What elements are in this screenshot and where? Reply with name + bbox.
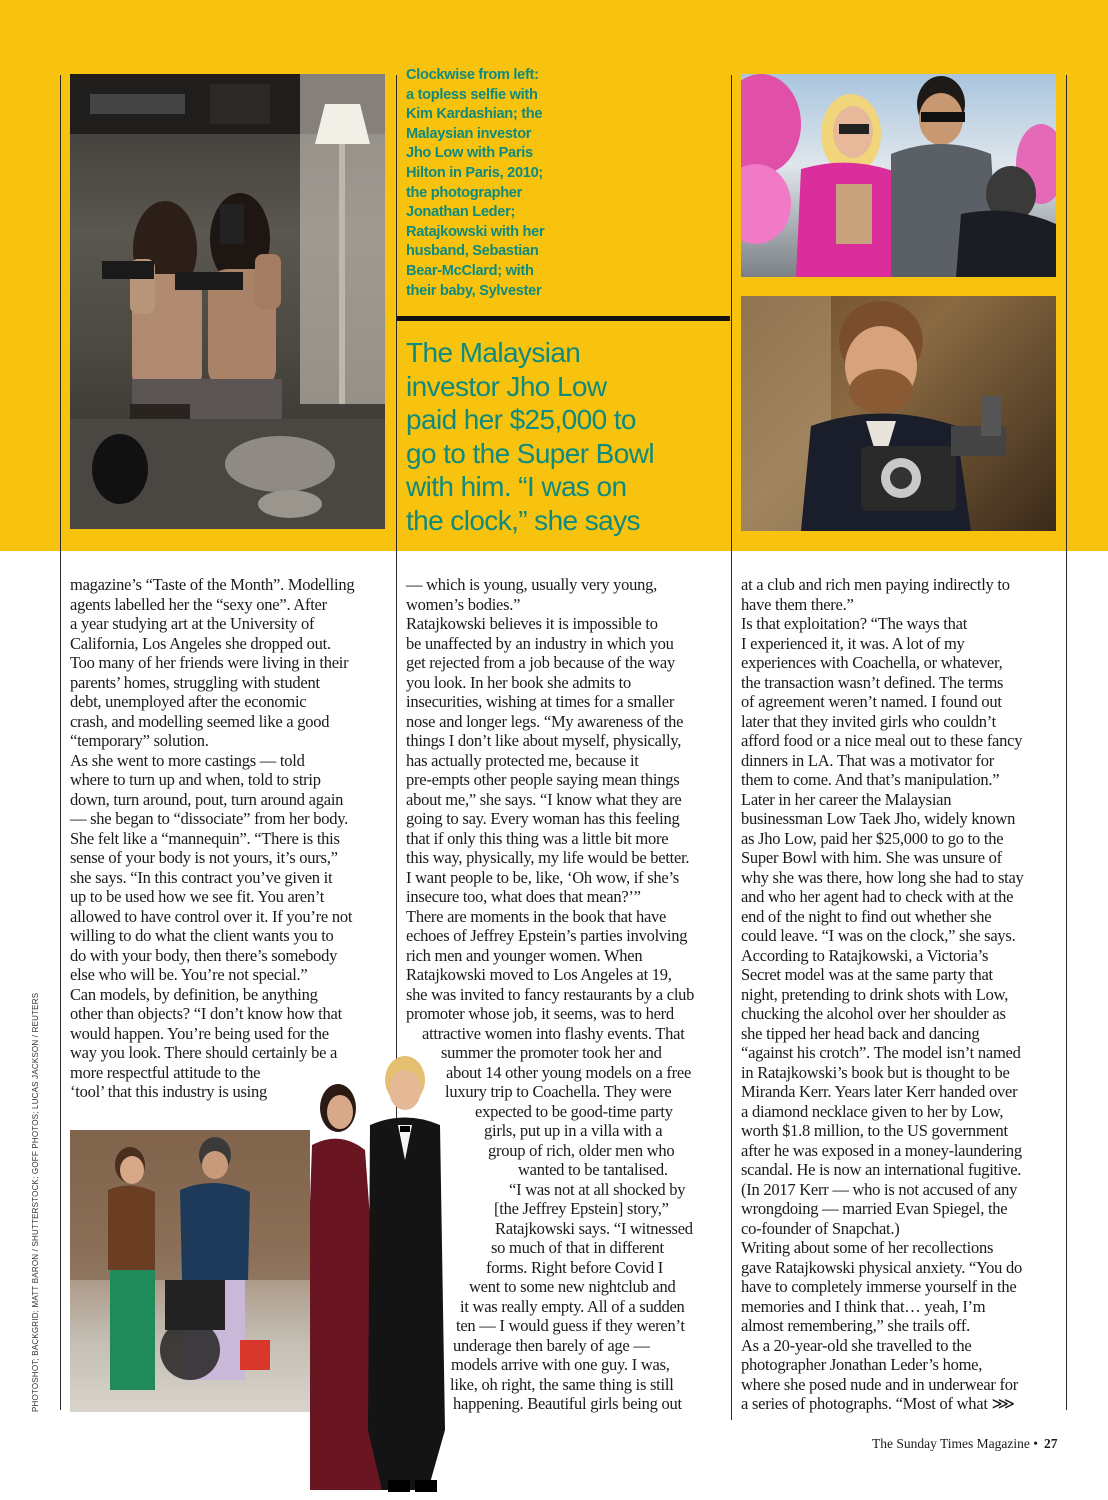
body-line: where to turn up and when, told to strip [70,770,321,789]
body-line: Later in her career the Malaysian [741,789,952,809]
caption-line: Kim Kardashian; the [406,106,543,123]
body-line: ten — I would guess if they weren’t [456,1316,685,1335]
body-line: She felt like a “mannequin”. “There is this [70,828,340,848]
body-line: where she posed nude and in underwear for [741,1374,1019,1394]
body-line: As a 20-year-old she travelled to the [741,1335,972,1355]
body-line: Too many of her friends were living in their [70,653,349,672]
body-line: I experienced it, it was. A lot of my [741,633,965,653]
body-line: wrongdoing — married Evan Spiegel, the [741,1199,1008,1218]
body-line: later that they invited girls who couldn’t [741,711,996,731]
body-line: and who her agent had to check with at the [741,887,1014,906]
body-line: have them there.” [741,594,854,614]
body-line: attractive women into flashy events. That [422,1023,685,1043]
body-line: has actually protected me, because it [406,750,639,770]
body-line: down, turn around, pout, turn around again [70,789,344,809]
body-line: rich men and younger women. When [406,945,643,965]
body-line: photographer Jonathan Leder’s home, [741,1355,983,1374]
body-line: night, pretending to drink shots with Low, [741,984,1009,1004]
body-line: this way, physically, my life would be better. [406,848,690,867]
body-line: — she began to “dissociate” from her body. [70,809,349,828]
body-line: went to some new nightclub and [469,1277,676,1296]
body-line: — which is young, usually very young, [406,575,658,594]
caption-line: Jonathan Leder; [406,204,516,221]
body-line: According to Ratajkowski, a Victoria’s [741,945,989,965]
body-line: about 14 other young models on a free [446,1062,692,1082]
body-line: ‘tool’ that this industry is using [70,1082,267,1101]
body-line: happening. Beautiful girls being out [453,1394,682,1413]
body-line: California, Los Angeles she dropped out. [70,633,331,653]
body-line: Ratajkowski says. “I witnessed [495,1218,693,1238]
body-line: about me,” she says. “I know what they are [406,789,682,809]
body-line: gave Ratajkowski physical anxiety. “You do [741,1257,1022,1277]
pull-quote-line: with him. “I was on [406,471,627,503]
body-line: have to completely immerse yourself in the [741,1277,1017,1296]
body-line: magazine’s “Taste of the Month”. Modelling [70,575,355,594]
body-line: would happen. You’re being used for the [70,1023,329,1043]
caption-line: husband, Sebastian [406,243,539,260]
body-line: echoes of Jeffrey Epstein’s parties involving [406,926,688,945]
body-line: summer the promoter took her and [441,1043,662,1062]
caption-line: their baby, Sylvester [406,282,542,299]
body-line: allowed to have control over it. If you’re not [70,906,353,926]
body-line: so much of that in different [491,1238,664,1257]
body-line: it was really empty. All of a sudden [460,1296,685,1316]
body-line: like, oh right, the same thing is still [450,1374,674,1394]
caption-line: Malaysian investor [406,125,532,142]
body-line: you look. In her book she admits to [406,672,631,692]
column-rule-4 [1066,75,1067,1410]
body-line: other than objects? “I don’t know how that [70,1004,342,1023]
body-line: crash, and modelling seemed like a good [70,711,330,731]
body-line: parents’ homes, struggling with student [70,672,320,692]
body-line: she tipped her head back and dancing [741,1023,980,1043]
body-line: she says. “In this contract you’ve given it [70,867,333,887]
body-line: chucking the alcohol over her shoulder as [741,1004,1006,1023]
body-line: sense of your body is not yours, it’s ours,” [70,848,338,867]
caption-line: the photographer [406,184,522,201]
body-line: get rejected from a job because of the way [406,653,675,672]
body-line: forms. Right before Covid I [486,1257,664,1277]
body-line: up to be used how we see fit. You aren’t [70,887,325,906]
body-line: a series of photographs. “Most of what ⋙ [741,1394,1015,1413]
body-line: promoter whose job, it seems, was to herd [406,1004,674,1023]
body-line: at a club and rich men paying indirectly to [741,575,1010,594]
caption-line: a topless selfie with [406,86,538,103]
body-line: a diamond necklace given to her by Low, [741,1101,1004,1121]
body-line: that if only this thing was a little bit more [406,828,669,848]
body-line: women’s bodies.” [406,594,521,614]
caption-line: Ratajkowski with her [406,223,545,240]
body-line: co-founder of Snapchat.) [741,1218,900,1238]
body-line: going to say. Every woman has this feeling [406,809,680,828]
body-line: the transaction wasn’t defined. The terms [741,672,1004,692]
body-line: way you look. There should certainly be a [70,1043,338,1062]
body-line: “I was not at all shocked by [509,1179,686,1199]
pull-quote-line: the clock,” she says [406,504,640,536]
body-line: pre-empts other people saying mean things [406,770,680,789]
body-line: wanted to be tantalised. [518,1160,668,1179]
pull-quote-line: go to the Super Bowl [406,437,654,469]
body-line: Miranda Kerr. Years later Kerr handed over [741,1082,1018,1101]
body-line: As she went to more castings — told [70,750,305,770]
body-line: more respectful attitude to the [70,1062,261,1082]
body-line: she was invited to fancy restaurants by a club [406,984,695,1004]
body-line: girls, put up in a villa with a [484,1121,663,1140]
body-line: willing to do what the client wants you to [70,926,334,945]
pull-quote-line: investor Jho Low [406,370,607,402]
body-line: do with your body, then there’s somebody [70,945,338,965]
caption-line: Bear-McClard; with [406,262,534,279]
body-line: scandal. He is now an international fugitive. [741,1160,1022,1179]
photo-credit: PHOTOSHOT; BACKGRID; MATT BARON / SHUTTERSTOCK; GOFF PHOTOS; LUCAS JACKSON / REUTERS [31,992,40,1412]
body-column-2 [406,575,694,1414]
body-line: Super Bowl with him. She was unsure of [741,848,1002,867]
body-line: Can models, by definition, be anything [70,984,318,1004]
body-line: insecure too, what does that mean?’” [406,887,641,906]
caption-line: Hilton in Paris, 2010; [406,164,543,181]
jonathan-leder-photo [741,296,1056,531]
body-line: why she was there, how long she had to stay [741,867,1024,887]
body-line: else who will be. You’re not special.” [70,965,308,984]
column-rule-1 [60,75,61,1410]
body-line: dinners in LA. That was a motivator for [741,750,994,770]
body-line: end of the night to find out whether she [741,906,992,926]
body-line: a year studying art at the University of [70,614,315,633]
body-column-1 [70,575,354,1102]
body-line: after he was exposed in a money-laundering [741,1140,1022,1160]
body-line: debt, unemployed after the economic [70,692,307,711]
body-line: models arrive with one guy. I was, [451,1355,670,1374]
magazine-name: The Sunday Times Magazine • [872,1436,1038,1451]
body-line: Ratajkowski believes it is impossible to [406,614,658,633]
body-line: Ratajkowski moved to Los Angeles at 19, [406,965,672,984]
page-footer [872,1436,1057,1452]
body-line: in Ratajkowski’s book but is thought to be [741,1062,1010,1082]
body-line: luxury trip to Coachella. They were [445,1082,672,1101]
body-line: of agreement weren’t named. I found out [741,692,1002,711]
body-line: experiences with Coachella, or whatever, [741,653,1003,672]
pull-quote [406,336,726,538]
caption-divider [397,316,730,321]
selfie-photo [70,74,385,529]
paris-hilton-jho-low-photo [741,74,1056,277]
body-line: insecurities, wishing at times for a smaller [406,692,675,711]
body-line: Secret model was at the same party that [741,965,993,984]
body-column-3 [741,575,1024,1414]
page-number: 27 [1043,1436,1058,1451]
pull-quote-line: The Malaysian [406,337,581,368]
body-line: worth $1.8 million, to the US government [741,1121,1008,1140]
body-line: as Jho Low, paid her $25,000 to go to the [741,828,1004,848]
column-rule-3 [731,75,732,1420]
pull-quote-line: paid her $25,000 to [406,404,636,436]
body-line: businessman Low Taek Jho, widely known [741,809,1016,828]
body-line: underage then barely of age — [453,1335,650,1355]
body-line: them to come. And that’s manipulation.” [741,770,1000,789]
body-line: agents labelled her the “sexy one”. After [70,594,327,614]
body-line: Is that exploitation? “The ways that [741,614,968,633]
body-line: afford food or a nice meal out to these fancy [741,731,1023,750]
body-line: “against his crotch”. The model isn’t named [741,1043,1021,1062]
body-line: group of rich, older men who [488,1140,675,1160]
body-line: could leave. “I was on the clock,” she says. [741,926,1016,945]
body-line: almost remembering,” she trails off. [741,1316,970,1335]
body-line: expected to be good-time party [475,1101,673,1121]
body-line: There are moments in the book that have [406,906,667,926]
caption-line: Jho Low with Paris [406,145,533,162]
caption-line: Clockwise from left: [406,67,539,83]
body-line: things I don’t like about myself, physically, [406,731,682,750]
body-line: be unaffected by an industry in which you [406,633,674,653]
family-street-photo [70,1130,310,1412]
photo-caption [406,66,726,301]
body-line: “temporary” solution. [70,731,209,750]
body-line: [the Jeffrey Epstein] story,” [494,1199,669,1218]
body-line: nose and longer legs. “My awareness of the [406,711,684,731]
body-line: Writing about some of her recollections [741,1238,994,1257]
body-line: I want people to be, like, ‘Oh wow, if she’s [406,867,679,887]
body-line: memories and I think that… yeah, I’m [741,1296,986,1316]
body-line: (In 2017 Kerr — who is not accused of any [741,1179,1018,1199]
